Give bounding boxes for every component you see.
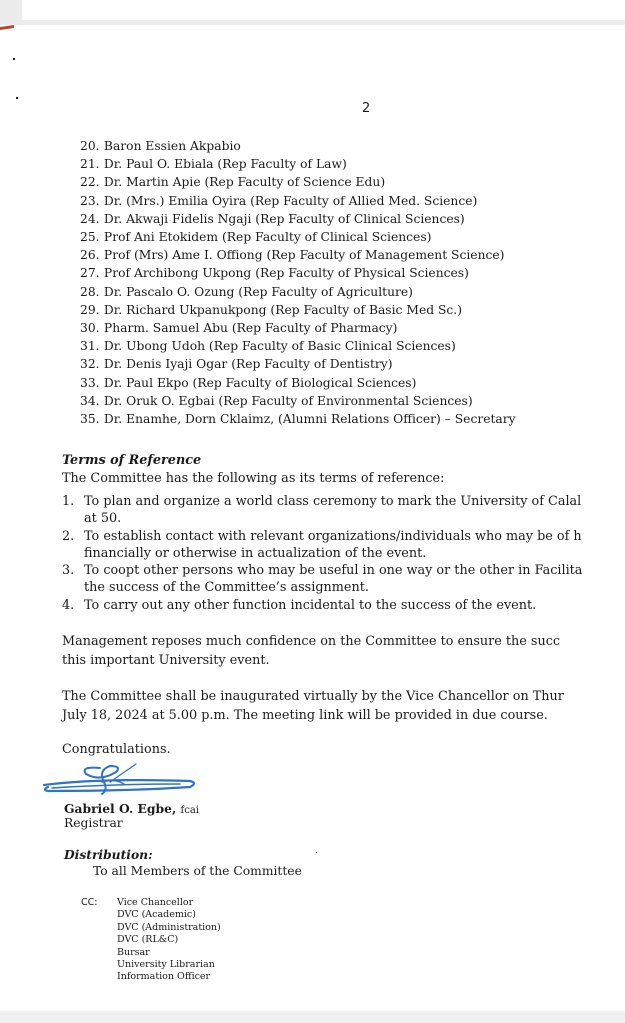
member-text: Dr. Paul Ekpo (Rep Faculty of Biological Sciences)	[103, 375, 417, 390]
management-line: this important University event.	[62, 653, 270, 668]
member-item	[80, 246, 516, 264]
terms-item	[62, 562, 625, 597]
member-text: Dr. Oruk O. Egbai (Rep Faculty of Environmental Sciences)	[103, 393, 473, 408]
member-text: Dr. Denis Iyaji Ogar (Rep Faculty of Dentistry)	[103, 357, 393, 372]
member-item	[80, 173, 516, 191]
member-text: Dr. Enamhe, Dorn Cklaimz, (Alumni Relations Officer) – Secretary	[103, 412, 516, 427]
member-text: Dr. Pascalo O. Ozung (Rep Faculty of Agriculture)	[103, 284, 413, 299]
management-line: Management reposes much confidence on the Committee to ensure the succ	[62, 634, 561, 649]
distribution-heading: Distribution:	[64, 847, 153, 862]
terms-list	[62, 493, 625, 614]
scan-speck	[16, 97, 18, 99]
page-edge-mark	[0, 25, 14, 30]
cc-list	[117, 897, 221, 984]
member-number: 23.	[80, 193, 100, 208]
cc-recipient: Vice Chancellor	[117, 897, 194, 908]
member-number: 29.	[80, 302, 100, 317]
signature-image	[40, 760, 200, 800]
member-number: 24.	[80, 211, 100, 226]
member-number: 25.	[80, 230, 100, 245]
member-number: 35.	[80, 412, 100, 427]
terms-item-line: To coopt other persons who may be useful in one way or the other in Facilita	[84, 563, 583, 579]
member-number: 31.	[80, 339, 100, 354]
terms-item-number: 1.	[62, 494, 75, 509]
member-item	[80, 301, 516, 319]
terms-heading: Terms of Reference	[62, 453, 202, 468]
closing-text: Congratulations.	[62, 742, 171, 757]
member-text: Dr. Paul O. Ebiala (Rep Faculty of Law)	[103, 157, 347, 172]
member-text: Prof (Mrs) Ame I. Offiong (Rep Faculty of Management Science)	[103, 248, 505, 263]
cc-label: CC:	[81, 897, 98, 908]
terms-item	[62, 493, 625, 528]
member-number: 20.	[80, 139, 100, 153]
member-text: Dr. Ubong Udoh (Rep Faculty of Basic Clinical Sciences)	[103, 339, 456, 354]
cc-recipient: Information Officer	[117, 971, 211, 983]
terms-item-number: 3.	[62, 563, 75, 579]
terms-item-line: financially or otherwise in actualization of the event.	[84, 545, 427, 561]
member-item	[80, 192, 516, 210]
member-number: 27.	[80, 266, 100, 281]
terms-item-line: To establish contact with relevant organizations/individuals who may be of h	[84, 528, 582, 544]
viewer-corner	[0, 0, 22, 25]
inauguration-line: The Committee shall be inaugurated virtually by the Vice Chancellor on Thur	[62, 689, 564, 704]
cc-recipient: University Librarian	[117, 959, 215, 971]
member-item	[80, 392, 516, 410]
member-number: 22.	[80, 175, 100, 190]
member-number: 28.	[80, 284, 100, 299]
cc-recipient: DVC (Academic)	[117, 909, 196, 921]
member-text: Pharm. Samuel Abu (Rep Faculty of Pharmacy)	[103, 321, 398, 336]
management-paragraph	[62, 632, 560, 670]
viewer-top-bar	[0, 0, 625, 25]
cc-recipient: Bursar	[117, 946, 150, 958]
member-item	[80, 210, 516, 228]
member-text: Dr. Akwaji Fidelis Ngaji (Rep Faculty of Clinical Sciences)	[103, 211, 465, 226]
member-text: Dr. Richard Ukpanukpong (Rep Faculty of Basic Med Sc.)	[103, 302, 463, 317]
terms-item-line: To carry out any other function incidental to the success of the event.	[84, 597, 537, 613]
signer-name-text: Gabriel O. Egbe,	[64, 801, 177, 816]
signer-postnominal: fcai	[180, 805, 199, 816]
member-number: 30.	[80, 321, 100, 336]
distribution-text: To all Members of the Committee	[93, 864, 302, 878]
member-text: Baron Essien Akpabio	[103, 139, 241, 153]
terms-item-line: the success of the Committee’s assignment.	[84, 580, 369, 596]
member-item	[80, 264, 516, 282]
member-item	[80, 283, 516, 301]
member-number: 21.	[80, 157, 100, 172]
terms-item-line: To plan and organize a world class ceremony to mark the University of Calal	[84, 494, 582, 509]
terms-item	[62, 528, 625, 563]
terms-item-number: 4.	[62, 597, 75, 613]
terms-item	[62, 597, 625, 614]
member-number: 26.	[80, 248, 100, 263]
signer-title: Registrar	[64, 816, 123, 830]
cc-recipient: DVC (Administration)	[117, 921, 221, 933]
member-item	[80, 355, 516, 373]
member-item	[80, 228, 516, 246]
member-item	[80, 337, 516, 355]
committee-members-list	[80, 137, 516, 428]
member-item	[80, 410, 516, 428]
scan-speck	[316, 852, 317, 853]
member-number: 33.	[80, 375, 100, 390]
inauguration-line: July 18, 2024 at 5.00 p.m. The meeting link will be provided in due course.	[62, 708, 548, 723]
inauguration-paragraph	[62, 687, 564, 725]
scan-speck	[13, 58, 15, 60]
signer-name	[64, 801, 199, 816]
page-number: 2	[362, 101, 371, 116]
terms-item-line: at 50.	[84, 511, 122, 527]
member-text: Dr. (Mrs.) Emilia Oyira (Rep Faculty of Allied Med. Science)	[103, 193, 478, 208]
cc-recipient: DVC (RL&C)	[117, 934, 179, 946]
member-text: Prof Archibong Ukpong (Rep Faculty of Physical Sciences)	[103, 266, 469, 281]
member-item	[80, 319, 516, 337]
viewer-bottom-bar	[0, 1011, 625, 1023]
member-text: Prof Ani Etokidem (Rep Faculty of Clinical Sciences)	[103, 230, 432, 245]
terms-item-number: 2.	[62, 528, 75, 544]
terms-intro: The Committee has the following as its terms of reference:	[62, 471, 445, 486]
member-number: 34.	[80, 393, 100, 408]
member-text: Dr. Martin Apie (Rep Faculty of Science Edu)	[103, 175, 386, 190]
member-item	[80, 137, 516, 155]
member-item	[80, 374, 516, 392]
member-item	[80, 155, 516, 173]
member-number: 32.	[80, 357, 100, 372]
